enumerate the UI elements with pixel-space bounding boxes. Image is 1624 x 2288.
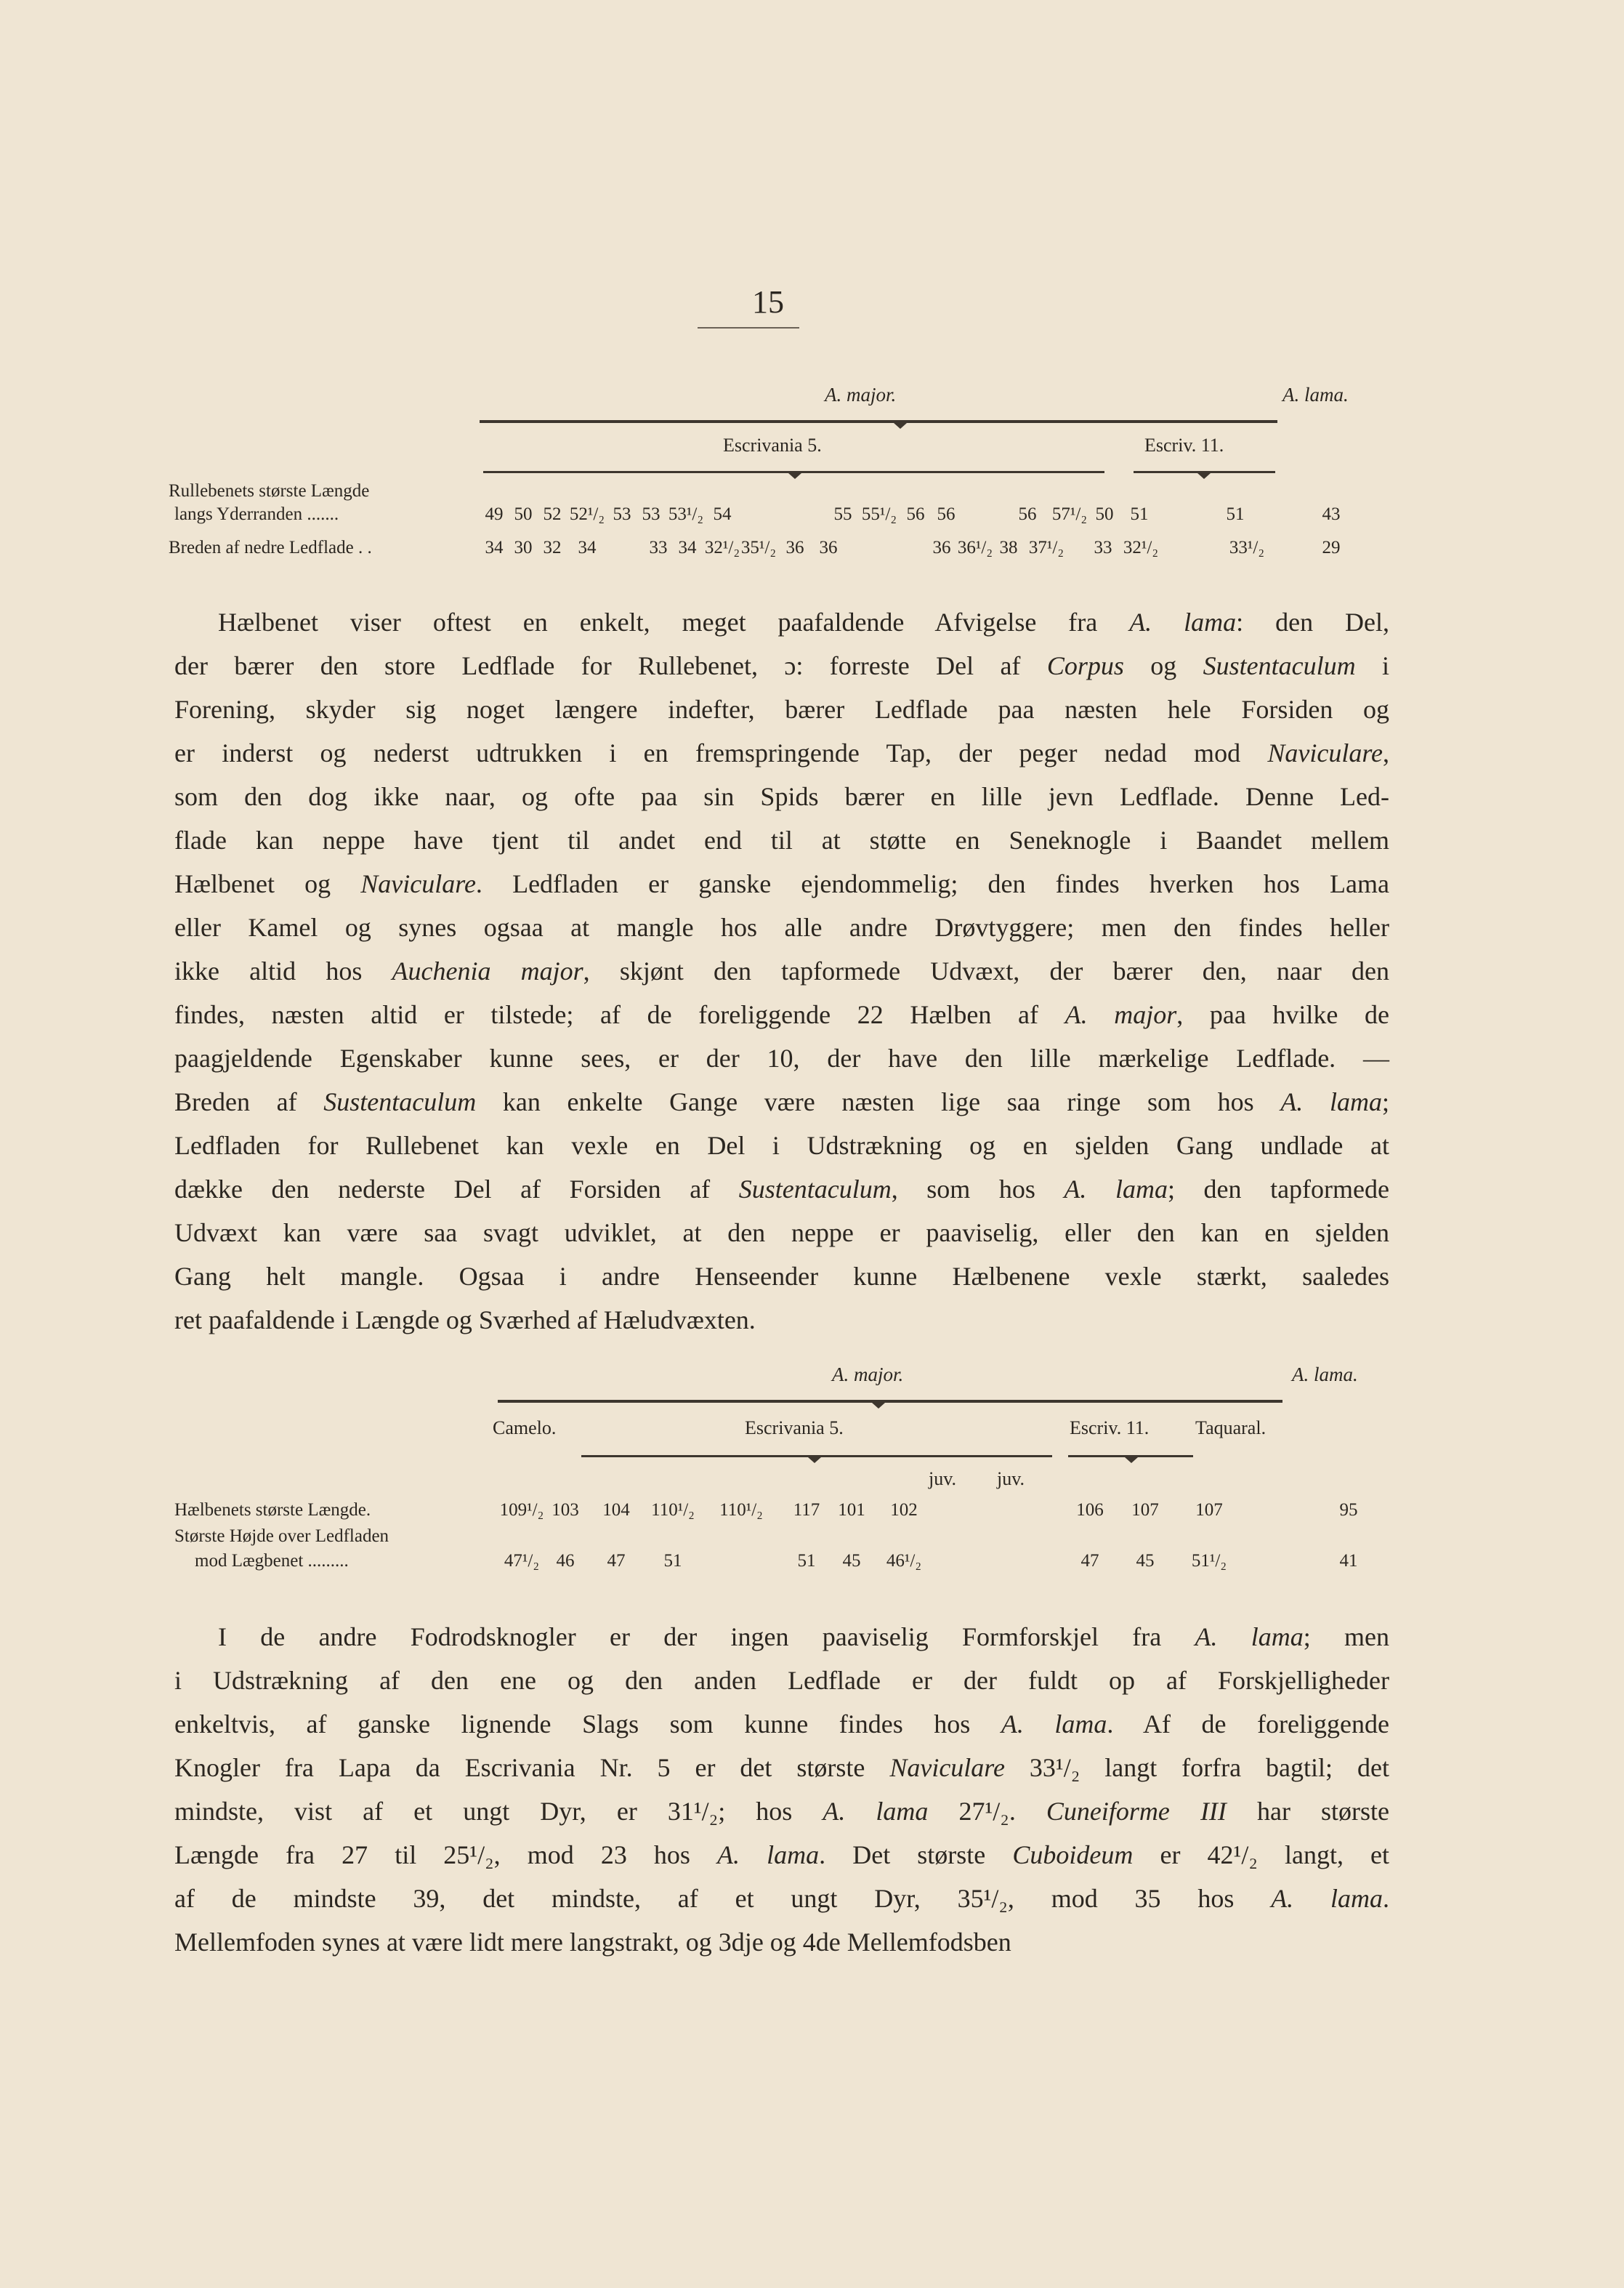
text-line: Forening, skyder sig noget længere indefter, bærer Ledflade paa næsten hele Forsiden og xyxy=(174,695,1389,724)
table1-row2-cell: 36¹/₂ xyxy=(957,538,993,557)
table2-row1-cell: 117 xyxy=(793,1500,820,1520)
italic-term: A. lama xyxy=(1271,1884,1383,1913)
table1-row2-cell: 29 xyxy=(1322,538,1341,557)
text-line: Udvæxt kan være saa svagt udviklet, at den neppe er paaviselig, eller den kan en sjelden xyxy=(174,1218,1389,1247)
text-line: Knogler fra Lapa da Escrivania Nr. 5 er det største Naviculare 33¹/₂ langt forfra bagtil; det xyxy=(174,1753,1389,1782)
table2-row2-cell: 45 xyxy=(1136,1551,1155,1571)
table1-row1-cell: 53 xyxy=(642,504,660,524)
text-line: paagjeldende Egenskaber kunne sees, er der 10, der have den lille mærkelige Ledflade. — xyxy=(174,1044,1389,1073)
text-line: flade kan neppe have tjent til andet end til at støtte en Seneknogle i Baandet mellem xyxy=(174,826,1389,855)
table2-group-lama: A. lama. xyxy=(1292,1363,1358,1385)
table2-row2-cell: 41 xyxy=(1339,1551,1358,1571)
table2-row2-cell: 47 xyxy=(1080,1551,1099,1571)
table2-row1-cell: 107 xyxy=(1131,1500,1159,1520)
paragraph-2 xyxy=(174,1615,1389,1964)
table1-row1-label-line1: Rullebenets største Længde xyxy=(169,481,370,501)
table1-row2-cell: 32¹/₂ xyxy=(1123,538,1159,557)
table2-row1-cell: 101 xyxy=(838,1500,865,1520)
italic-term: A. lama xyxy=(1280,1087,1382,1116)
table1-row2-cell: 34 xyxy=(578,538,597,557)
text-line: er inderst og nederst udtrukken i en fremspringende Tap, der peger nedad mod Naviculare, xyxy=(174,738,1389,768)
table1-row2-cell: 36 xyxy=(785,538,804,557)
table2-row2-cell: 46 xyxy=(556,1551,575,1571)
italic-term: Naviculare xyxy=(360,869,476,898)
table1-row2-cell: 34 xyxy=(678,538,697,557)
text-line: findes, næsten altid er tilstede; af de foreliggende 22 Hælben af A. major, paa hvilke de xyxy=(174,1000,1390,1029)
table2-row1-cell: 102 xyxy=(890,1500,918,1520)
table2-row1-cell: 110¹/₂ xyxy=(651,1500,695,1520)
text-line: Breden af Sustentaculum kan enkelte Gange være næsten lige saa ringe som hos A. lama; xyxy=(174,1087,1389,1116)
text-line: enkeltvis, af ganske lignende Slags som kunne findes hos A. lama. Af de foreliggende xyxy=(174,1709,1389,1739)
text-line: Gang helt mangle. Ogsaa i andre Henseender kunne Hælbenene vexle stærkt, saaledes xyxy=(174,1262,1389,1291)
table1-group-lama: A. lama. xyxy=(1282,384,1349,406)
table2-row2-cell: 51 xyxy=(663,1551,682,1571)
table2-juv-label-2: juv. xyxy=(997,1468,1025,1489)
table1-escriv11-brace-notch xyxy=(1197,473,1211,479)
table1-row1-cell: 56 xyxy=(937,504,956,524)
table1-row2-cell: 33 xyxy=(1094,538,1112,557)
italic-term: Cuneiforme III xyxy=(1046,1797,1227,1826)
table2-row1-cell: 95 xyxy=(1339,1500,1358,1520)
table1-row2-cell: 36 xyxy=(819,538,838,557)
page-number: 15 xyxy=(752,284,784,320)
italic-term: A. lama xyxy=(717,1840,820,1869)
table1-row1-cell: 55¹/₂ xyxy=(861,504,897,524)
text-line: eller Kamel og synes ogsaa at mangle hos alle andre Drøvtyggere; men den findes heller xyxy=(174,913,1389,942)
table1-row1-label-line2: langs Yderranden ....... xyxy=(174,504,339,524)
table1-row2-cell: 36 xyxy=(932,538,951,557)
italic-term: Sustentaculum xyxy=(1203,651,1356,680)
text-line: Ledfladen for Rullebenet kan vexle en Del i Udstrækning og en sjelden Gang undlade at xyxy=(174,1131,1389,1160)
table1-row1-cell: 53 xyxy=(613,504,631,524)
italic-term: A. lama xyxy=(823,1797,929,1826)
table1-major-brace xyxy=(480,420,1277,423)
table2-row1-cell: 109¹/₂ xyxy=(499,1500,544,1520)
table2-escrivania-brace-notch xyxy=(808,1457,821,1463)
table2-row1-cell: 107 xyxy=(1195,1500,1223,1520)
italic-term: Corpus xyxy=(1046,651,1124,680)
table2-row2-cell: 45 xyxy=(842,1551,861,1571)
table2-sub-escrivania: Escrivania 5. xyxy=(745,1417,844,1438)
table2-major-brace-notch xyxy=(872,1403,885,1409)
italic-term: A. lama xyxy=(1001,1709,1107,1739)
table2-escriv11-brace-notch xyxy=(1125,1457,1138,1463)
text-line: Hælbenet viser oftest en enkelt, meget paafaldende Afvigelse fra A. lama: den Del, xyxy=(218,608,1389,637)
table1-row1-cell: 49 xyxy=(485,504,504,524)
table1-row2-cell: 32¹/₂ xyxy=(704,538,740,557)
table2-row2-cell: 51 xyxy=(797,1551,816,1571)
italic-term: Naviculare xyxy=(1267,738,1383,768)
italic-term: A. major xyxy=(1065,1000,1177,1029)
table2-juv-label-1: juv. xyxy=(929,1468,957,1489)
text-line: der bærer den store Ledflade for Rullebenet, ɔ: forreste Del af Corpus og Sustentaculum i xyxy=(174,651,1389,680)
italic-term: Cuboideum xyxy=(1012,1840,1134,1869)
italic-term: A. lama xyxy=(1195,1622,1304,1651)
table2-major-brace xyxy=(498,1400,1282,1403)
text-line: Længde fra 27 til 25¹/₂, mod 23 hos A. lama. Det største Cuboideum er 42¹/₂ langt, et xyxy=(174,1840,1390,1869)
table1-row1-cell: 52¹/₂ xyxy=(569,504,605,524)
table1-row1-cell: 53¹/₂ xyxy=(668,504,704,524)
text-line: I de andre Fodrodsknogler er der ingen paaviselig Formforskjel fra A. lama; men xyxy=(218,1622,1390,1651)
text-line: Mellemfoden synes at være lidt mere langstrakt, og 3dje og 4de Mellemfodsben xyxy=(174,1928,1011,1957)
table2-row1-label: Hælbenets største Længde. xyxy=(174,1500,371,1520)
table1-row1-cell: 43 xyxy=(1322,504,1341,524)
table2-row2-label-line2: mod Lægbenet ......... xyxy=(195,1551,349,1571)
table1-row2-cell: 33¹/₂ xyxy=(1229,538,1265,557)
table1-row2-cell: 38 xyxy=(999,538,1018,557)
table1-row1-cell: 55 xyxy=(833,504,852,524)
text-line: mindste, vist af et ungt Dyr, er 31¹/₂; hos A. lama 27¹/₂. Cuneiforme III har største xyxy=(174,1797,1389,1826)
table1-row1-cell: 52 xyxy=(543,504,562,524)
table1-major-brace-notch xyxy=(894,423,907,429)
table1-row1-cell: 54 xyxy=(713,504,732,524)
table1-row2-cell: 32 xyxy=(543,538,562,557)
text-line: Hælbenet og Naviculare. Ledfladen er ganske ejendommelig; den findes hverken hos Lama xyxy=(174,869,1389,898)
table2-sub-escriv11: Escriv. 11. xyxy=(1070,1417,1150,1438)
page-number-rule xyxy=(698,327,799,329)
italic-term: Sustentaculum xyxy=(738,1175,892,1204)
table1-group-major: A. major. xyxy=(825,384,897,406)
table2-row2-label-line1: Største Højde over Ledfladen xyxy=(174,1526,389,1546)
table1-row1-cell: 50 xyxy=(1095,504,1114,524)
italic-term: Naviculare xyxy=(889,1753,1005,1782)
table2-row2-cell: 47 xyxy=(607,1551,626,1571)
table1-row2-cell: 34 xyxy=(485,538,504,557)
table2-row1-cell: 106 xyxy=(1076,1500,1104,1520)
table1-row2-cell: 37¹/₂ xyxy=(1028,538,1065,557)
table1-row1-cell: 50 xyxy=(514,504,533,524)
italic-term: A. lama xyxy=(1064,1175,1168,1204)
table2-group-major: A. major. xyxy=(832,1363,904,1385)
table2-sub-camelo: Camelo. xyxy=(493,1417,557,1438)
table2-row2-cell: 51¹/₂ xyxy=(1191,1551,1227,1571)
paragraph-1 xyxy=(174,600,1389,1342)
table1-row2-cell: 30 xyxy=(514,538,533,557)
table2-row1-cell: 103 xyxy=(552,1500,579,1520)
table1-sub-escrivania: Escrivania 5. xyxy=(723,435,822,456)
table1-row2-label: Breden af nedre Ledflade . . xyxy=(169,538,372,557)
italic-term: Sustentaculum xyxy=(323,1087,477,1116)
table1-sub-escriv11: Escriv. 11. xyxy=(1144,435,1224,456)
text-line: dække den nederste Del af Forsiden af Sustentaculum, som hos A. lama; den tapformede xyxy=(174,1175,1389,1204)
table2-row1-cell: 110¹/₂ xyxy=(719,1500,763,1520)
table2-row2-cell: 47¹/₂ xyxy=(504,1551,540,1571)
table2-sub-taquaral: Taquaral. xyxy=(1195,1417,1267,1438)
italic-term: Auchenia major xyxy=(392,956,583,986)
table1-row2-cell: 33 xyxy=(649,538,668,557)
table1-row1-cell: 51 xyxy=(1130,504,1149,524)
table1-row1-cell: 56 xyxy=(1018,504,1037,524)
table1-row1-cell: 51 xyxy=(1226,504,1245,524)
table1-row1-cell: 56 xyxy=(906,504,925,524)
text-line: af de mindste 39, det mindste, af et ungt Dyr, 35¹/₂, mod 35 hos A. lama. xyxy=(174,1884,1389,1913)
table1-escrivania-brace-notch xyxy=(788,473,801,479)
text-line: i Udstrækning af den ene og den anden Ledflade er der fuldt op af Forskjelligheder xyxy=(174,1666,1389,1695)
text-line: ikke altid hos Auchenia major, skjønt den tapformede Udvæxt, der bærer den, naar den xyxy=(174,956,1389,986)
italic-term: A. lama xyxy=(1129,608,1237,637)
table1-row2-cell: 35¹/₂ xyxy=(740,538,777,557)
table2-row2-cell: 46¹/₂ xyxy=(886,1551,922,1571)
text-line: som den dog ikke naar, og ofte paa sin Spids bærer en lille jevn Ledflade. Denne Led- xyxy=(174,782,1389,811)
table2-row1-cell: 104 xyxy=(602,1500,630,1520)
table1-row1-cell: 57¹/₂ xyxy=(1051,504,1088,524)
text-line: ret paafaldende i Længde og Sværhed af Hæludvæxten. xyxy=(174,1305,756,1334)
